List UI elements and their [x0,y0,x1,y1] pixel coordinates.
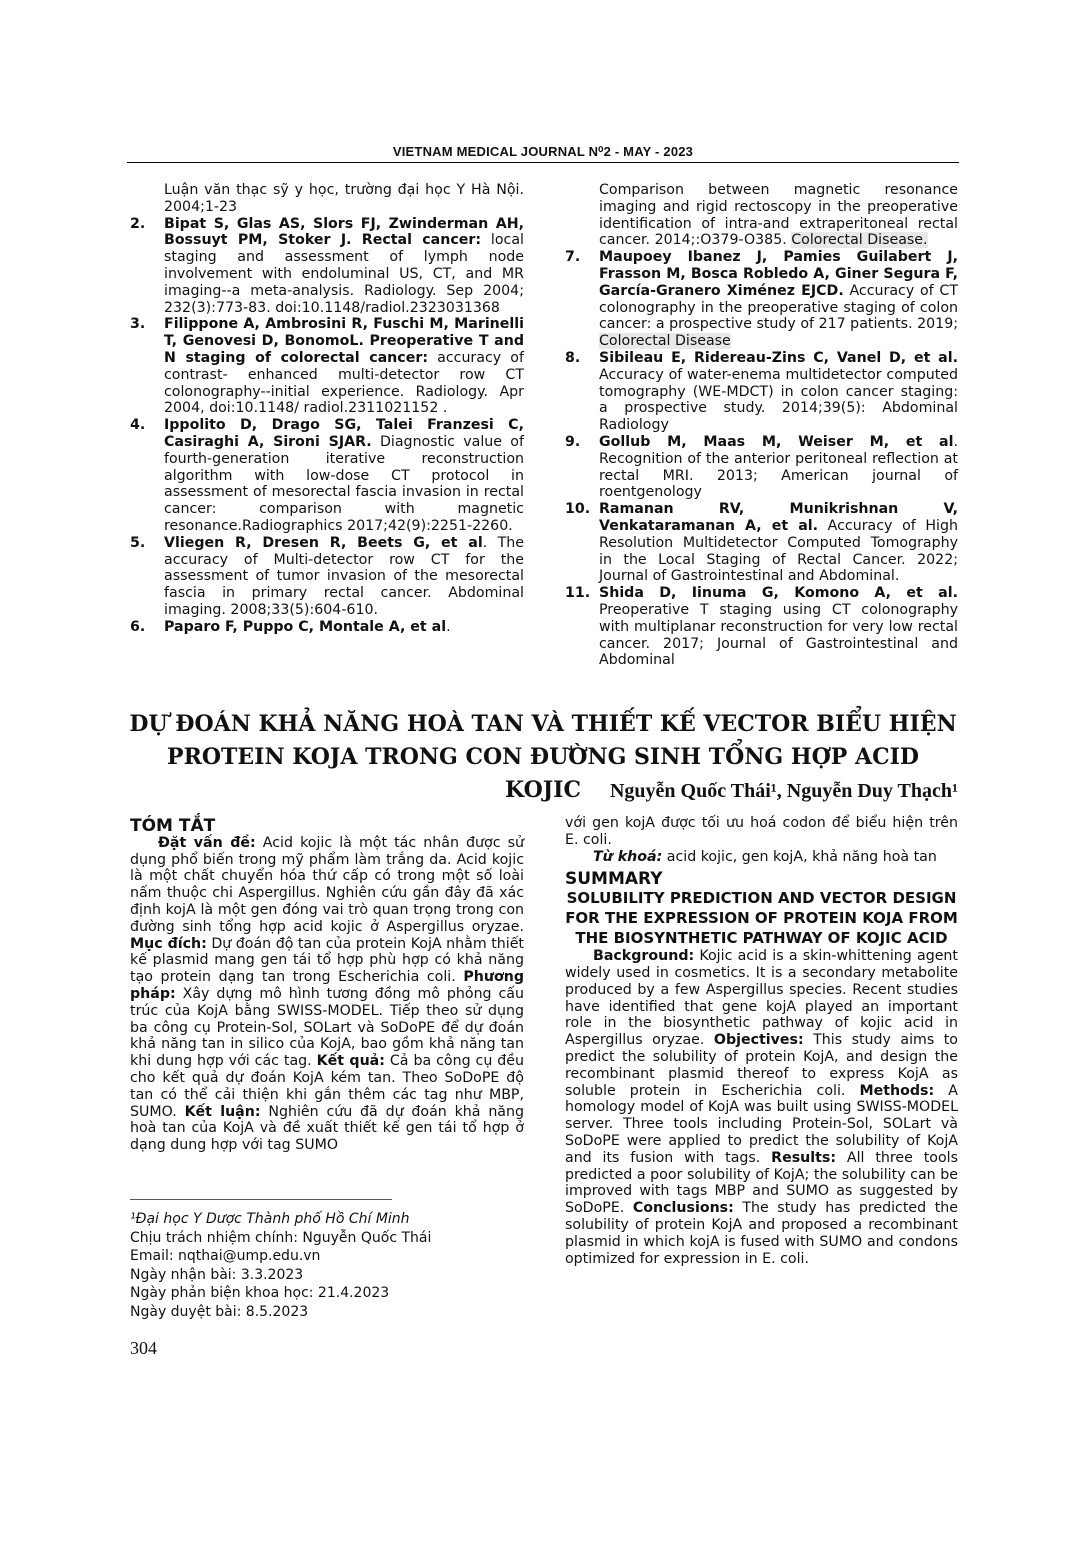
footnote-received: Ngày nhận bài: 3.3.2023 [130,1266,304,1283]
reference-item [565,350,958,434]
reference-text: Accuracy of water-enema multidetector computed tomography (WE-MDCT) in colon cancer staging: a prospective study. 2014;39(5): Abdominal Radiology [599,366,958,434]
reference-continuation [565,182,958,249]
abstract-text: Dự đoán độ tan của protein KojA nhằm thiết kế plasmid mang gen tái tổ hợp phù hợp có khả năng tạo protein dạng tan trong Escherichia coli. [130,935,524,986]
keywords-label: Từ khoá: [593,848,663,865]
page-number: 304 [130,1338,157,1358]
reference-text: Accuracy of CT colonography in the preoperative staging of colon cancer: a prospective study of 217 patients. 2019; [599,282,958,333]
footnote-reviewed: Ngày phản biện khoa học: 21.4.2023 [130,1285,390,1301]
reference-continuation: Luận văn thạc sỹ y học, trường đại học Y Hà Nội. 2004;1-23 [164,182,524,215]
reference-number: 7. [565,249,581,266]
summary-label: Objectives: [713,1032,804,1049]
reference-text: Comparison between magnetic resonance imaging and rigid rectoscopy in the preoperative identification of intra-and extraperitoneal rectal cancer. 2014;:O379-O385. [599,182,958,249]
footnote-email: Email: nqthai@ump.edu.vn [130,1248,321,1264]
keywords-text: acid kojic, gen kojA, khả năng hoà tan [662,848,937,865]
reference-authors: Vliegen R, Dresen R, Beets G, et al [164,534,483,551]
reference-authors: Maupoey Ibanez J, Pamies Guilabert J, Frasson M, Bosca Robledo A, Giner Segura F, García-Granero Ximénez EJCD. [599,249,958,299]
summary-text: All three tools predicted a poor solubility of KojA; the solubility can be improved with tags MBP and SUMO as suggested by SoDoPE. [565,1149,958,1217]
abstract-text: Xây dựng mô hình tương đồng mô phỏng cấu trúc của KojA bằng SWISS-MODEL. Tiếp theo sử dụng ba công cụ Protein-Sol, SOLart và SoDoPE để dự đoán khả năng tan in silico của KojA, bao gồm khả năng tan khi dung hợp với các tag. [130,985,524,1070]
summary-label: Conclusions: [632,1200,734,1217]
reference-item [565,434,958,501]
reference-authors: Sibileau E, Ridereau-Zins C, Vanel D, et al. [599,349,958,366]
article-authors: Nguyễn Quốc Thái¹, Nguyễn Duy Thạch¹ [609,780,958,802]
reference-number: 4. [130,417,146,434]
footnote [130,1210,530,1321]
footnote-responsible: Chịu trách nhiệm chính: Nguyễn Quốc Thái [130,1229,432,1246]
reference-authors: Paparo F, Puppo C, Montale A, et al [164,618,447,635]
summary-text: The study has predicted the solubility of protein KojA and proposed a recombinant plasmid in which kojA is fused with SUMO and condons optimized for expression in E. coli. [565,1200,958,1267]
abstract-label: Kết quả: [316,1053,385,1070]
reference-text: . The accuracy of Multi-detector row CT for the assessment of tumor invasion of the mesorectal fascia in primary rectal cancer. Abdominal imaging. 2008;33(5):604-610. [164,534,524,618]
reference-number: 11. [565,585,591,602]
reference-item [130,535,524,619]
reference-text: Accuracy of High Resolution Multidetector Computed Tomography in the Local Staging of Rectal Cancer. 2022; Journal of Gastrointestinal and Abdominal. [599,517,958,585]
article-title-line: PROTEIN KOJA TRONG CON ĐƯỜNG SINH TỔNG HỢP ACID KOJIC [167,744,919,803]
keywords [565,849,958,866]
summary-heading: SUMMARY [565,869,663,890]
journal-header: VIETNAM MEDICAL JOURNAL N⁰2 - MAY - 2023 [392,144,694,159]
reference-authors: Bipat S, Glas AS, Slors FJ, Zwinderman AH, Bossuyt PM, Stoker J. Rectal cancer: [164,215,524,249]
summary-label: Results: [771,1149,837,1166]
reference-text: Preoperative T staging using CT colonography with multiplanar reconstruction for very low rectal cancer. 2017; Journal of Gastrointestinal and Abdominal [599,601,958,669]
reference-number: 6. [130,618,146,635]
reference-number: 2. [130,215,146,232]
reference-number: 3. [130,316,146,333]
reference-authors: Ramanan RV, Munikrishnan V, Venkataramanan A, et al. [599,501,958,534]
reference-number: 5. [130,534,146,551]
reference-text: local staging and assessment of lymph node involvement with endoluminal US, CT, and MR imaging--a meta-analysis. Radiology. Sep 2004; 232(3):773-83. doi:10.1148/radiol.2323031368 [164,232,524,316]
summary-text: A homology model of KojA was built using SWISS-MODEL server. Three tools including Protein-Sol, SOLart và SoDoPE were applied to predict the solubility of KojA and its fusion with tags. [565,1082,958,1166]
article-title-line: DỰ ĐOÁN KHẢ NĂNG HOÀ TAN VÀ THIẾT KẾ VECTOR BIỂU HIỆN [129,711,957,737]
abstract-text: Nghiên cứu đã dự đoán khả năng hoà tan của KojA và đề xuất thiết kế gen tái tổ hợp ở dạng dung hợp với tag SUMO [130,1103,524,1154]
reference-item [565,501,958,585]
summary-label: Background: [593,948,695,965]
abstract-vietnamese [130,818,524,1154]
references-right [565,182,958,669]
abstract-continuation: với gen kojA được tối ưu hoá codon để biểu hiện trên E. coli. [565,815,958,848]
reference-text: . Recognition of the anterior peritoneal reflection at rectal MRI. 2013; American journal of roentgenology [599,433,958,501]
reference-text: Diagnostic value of fourth-generation iterative reconstruction algorithm with low-dose CT protocol in assessment of mesorectal fascia invasion in rectal cancer: comparison with magnetic resonance.Radiographics 2017;42(9):2251-2260. [164,433,524,534]
summary-label: Methods: [859,1082,935,1099]
summary-title: SOLUBILITY PREDICTION AND VECTOR DESIGN FOR THE EXPRESSION OF PROTEIN KOJA FROM THE BIOSYNTHETIC PATHWAY OF KOJIC ACID [565,889,958,948]
abstract-text: Acid kojic là một tác nhân được sử dụng phổ biến trong mỹ phẩm làm trắng da. Acid kojic là một chất chuyển hóa thứ cấp có trong một số loài nấm thuộc chi Aspergillus. Nghiên cứu gần đây đã xác định kojA là một gen đóng vai trò quan trọng trong con đường sinh tổng hợp acid kojic ở Aspergillus oryzae. [130,834,524,935]
reference-item [130,417,524,535]
abstract-label: Đặt vấn đề: [158,834,256,851]
reference-authors: Gollub M, Maas M, Weiser M, et al [599,433,954,450]
reference-authors: Filippone A, Ambrosini R, Fuschi M, Marinelli T, Genovesi D, BonomoL. Preoperative T and N staging of colorectal cancer: [164,316,524,366]
reference-text: accuracy of contrast- enhanced multi-detector row CT colonography--initial experience. Radiology. Apr 2004, doi:10.1148/ radiol.2311021152 . [164,349,524,417]
reference-item [565,585,958,669]
summary-paragraph [565,948,958,1267]
footnote-accepted: Ngày duyệt bài: 8.5.2023 [130,1303,309,1320]
reference-item [565,249,958,350]
abstract-english [565,815,958,1267]
abstract-label: Kết luận: [184,1103,261,1120]
reference-number: 10. [565,501,591,518]
abstract-label: Phương pháp: [130,969,524,1002]
abstract-label: Mục đích: [130,935,207,952]
reference-authors: Shida D, Iinuma G, Komono A, et al. [599,585,958,602]
footnote-affiliation: ¹Đại học Y Dược Thành phố Hồ Chí Minh [130,1211,410,1227]
reference-number: 9. [565,433,581,450]
reference-journal: Colorectal Disease [599,333,731,350]
reference-item [130,619,524,636]
reference-authors: Ippolito D, Drago SG, Talei Franzesi C, Casiraghi A, Sironi SJAR. [164,417,524,450]
reference-item [130,316,524,417]
abstract-heading: TÓM TẮT [130,816,216,836]
reference-text: . [446,618,451,635]
reference-item [130,216,524,317]
reference-number: 8. [565,349,581,366]
summary-text: Kojic acid is a skin-whittening agent widely used in cosmetics. It is a secondary metabolite produced by a few Aspergillus species. Recent studies have identified that gene kojA played an important role in the biosynthetic pathway of kojic acid in Aspergillus oryzae. [565,948,958,1049]
references-left [130,182,524,636]
reference-journal: Colorectal Disease. [791,232,928,249]
footnote-rule [130,1199,392,1200]
abstract-paragraph [130,835,524,1154]
abstract-text: Cả ba công cụ đều cho kết quả dự đoán KojA kém tan. Theo SoDoPE độ tan có thể cải thiện khi gắn thêm các tag như MBP, SUMO. [130,1053,525,1120]
header-rule [127,162,959,163]
summary-text: This study aims to predict the solubility of protein KojA, and design the recombinant plasmid thereof to express KojA as soluble protein in Escherichia coli. [565,1032,958,1099]
